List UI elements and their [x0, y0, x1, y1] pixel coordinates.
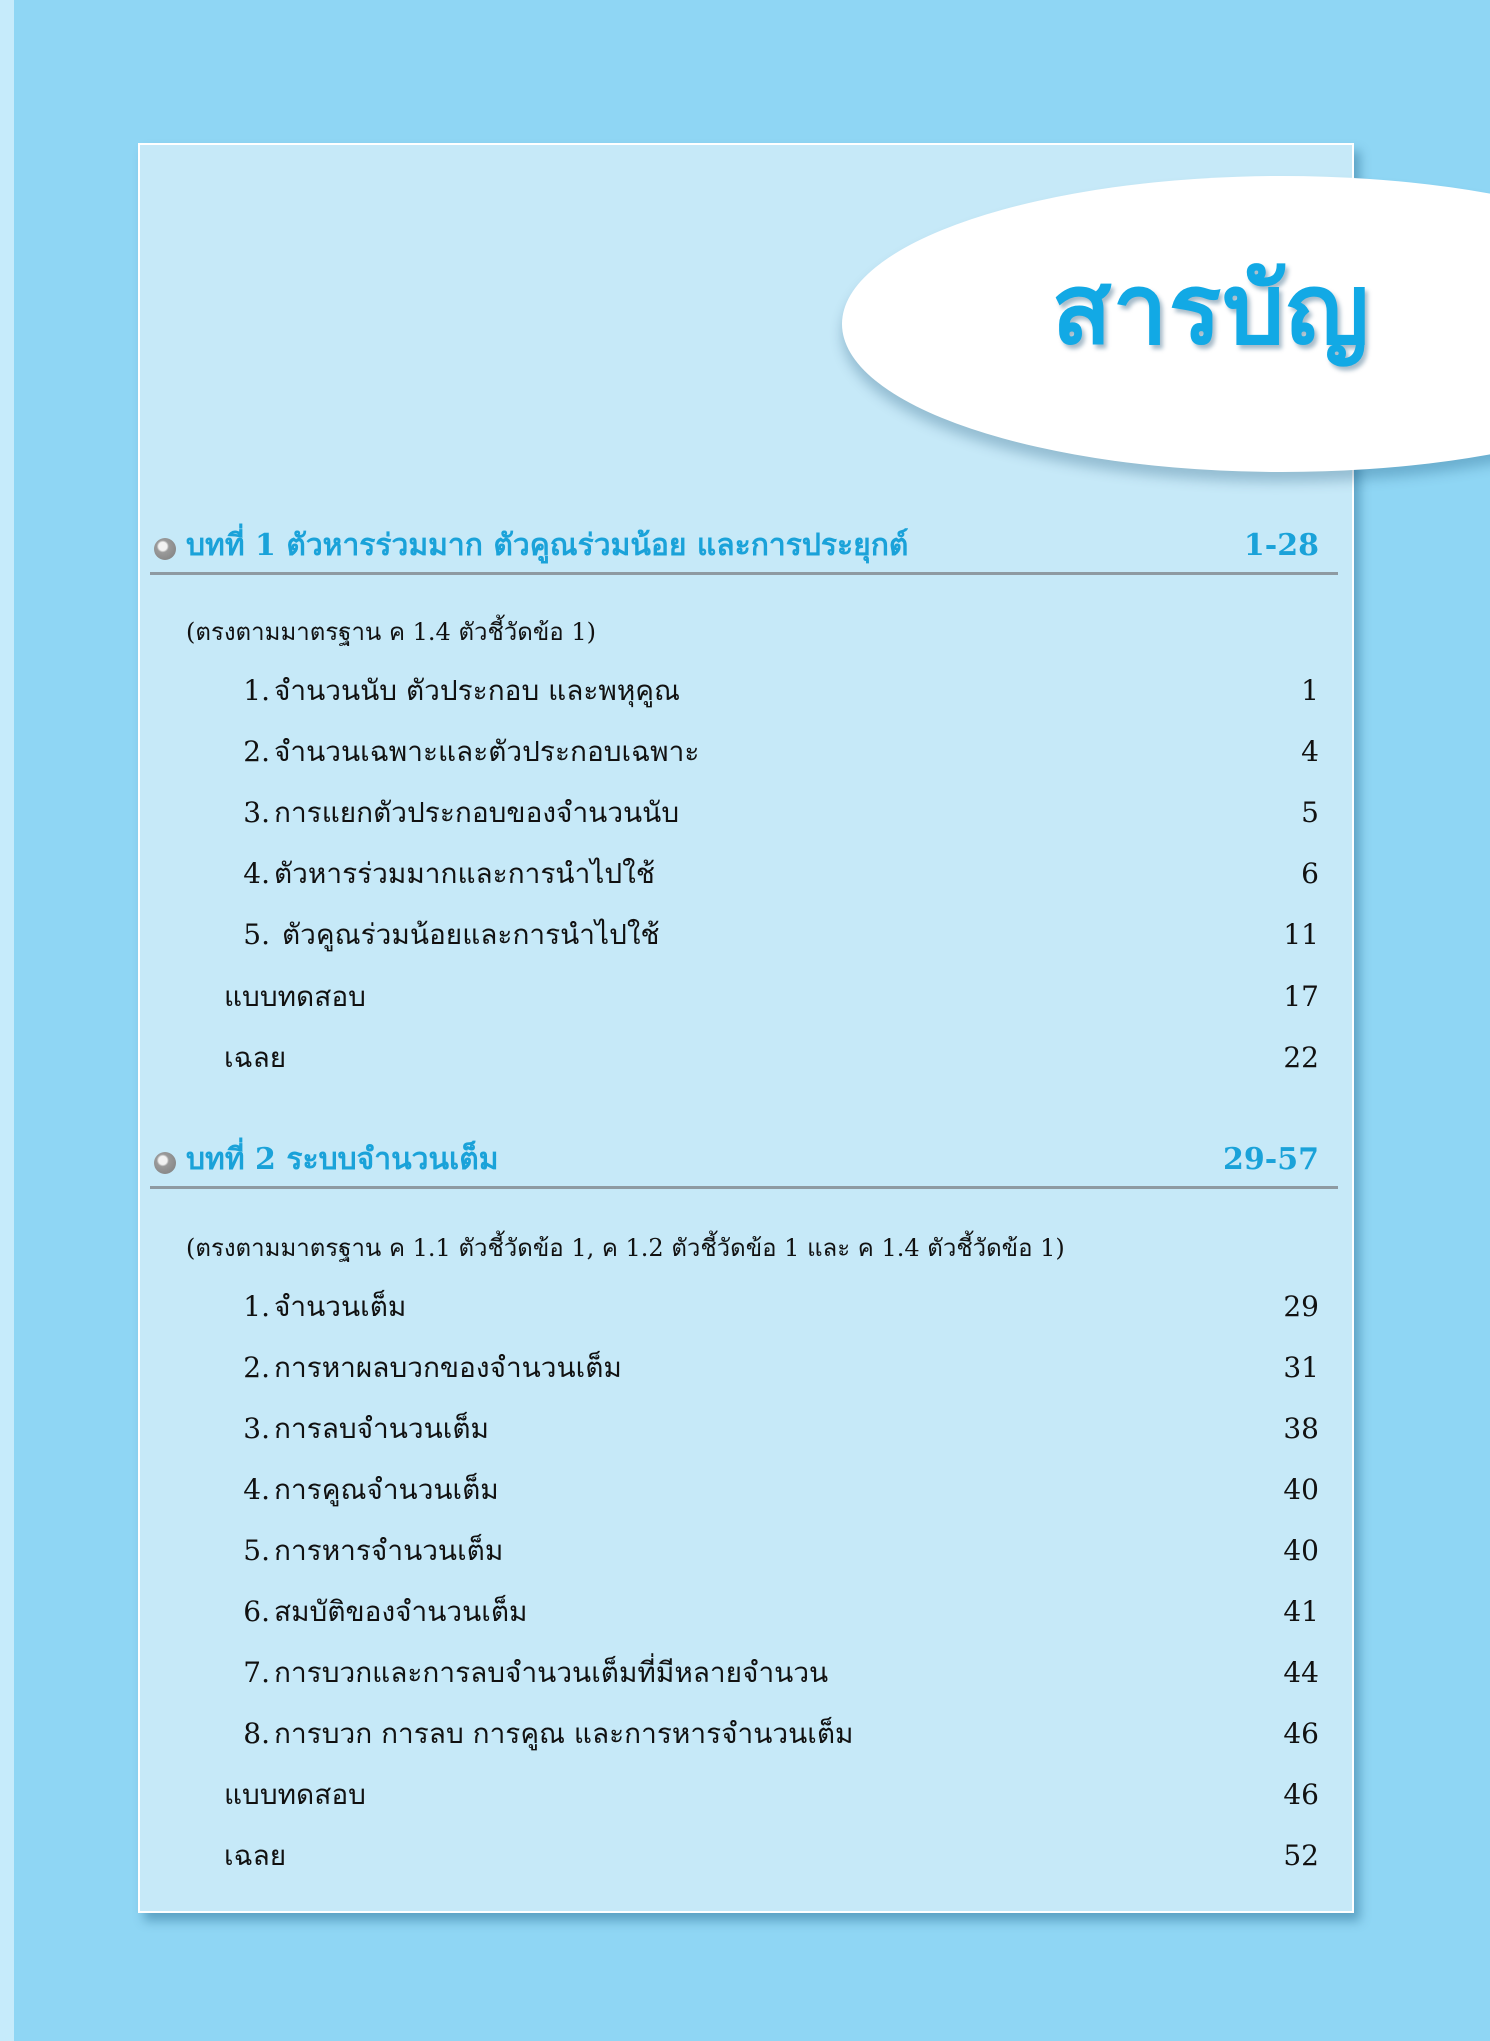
toc-item-label: จำนวนเต็ม — [274, 1290, 407, 1323]
toc-item-page: 41 — [1283, 1595, 1319, 1628]
toc-item-page: 46 — [1283, 1717, 1319, 1750]
toc-item-number: 3. — [243, 1412, 270, 1445]
toc-item-page: 46 — [1283, 1778, 1319, 1811]
toc-item-label: การบวก การลบ การคูณ และการหารจำนวนเต็ม — [274, 1717, 854, 1750]
toc-item-answers[interactable] — [150, 1036, 1319, 1080]
toc-item-number: 5. — [243, 918, 270, 951]
toc-item[interactable] — [150, 1407, 1319, 1451]
chapter-1-title: บทที่ 1 ตัวหารร่วมมาก ตัวคูณร่วมน้อย และการประยุกต์ — [186, 528, 909, 563]
toc-item-label: การหารจำนวนเต็ม — [274, 1534, 504, 1567]
toc-item-page: 11 — [1283, 918, 1319, 951]
toc-item-number: 4. — [243, 857, 270, 890]
chapter-2-standard: (ตรงตามมาตรฐาน ค 1.1 ตัวชี้วัดข้อ 1, ค 1.2 ตัวชี้วัดข้อ 1 และ ค 1.4 ตัวชี้วัดข้อ 1) — [186, 1234, 1065, 1262]
toc-item-label: เฉลย — [224, 1041, 287, 1074]
toc-item-page: 1 — [1301, 674, 1319, 707]
chapter-1-heading[interactable] — [150, 518, 1338, 575]
toc-item[interactable] — [150, 1712, 1319, 1756]
toc-item-number: 5. — [243, 1534, 270, 1567]
toc-item[interactable] — [150, 1285, 1319, 1329]
toc-item-number: 6. — [243, 1595, 270, 1628]
toc-item-page: 52 — [1283, 1839, 1319, 1872]
toc-item-label: การบวกและการลบจำนวนเต็มที่มีหลายจำนวน — [274, 1656, 829, 1689]
toc-item[interactable] — [150, 913, 1319, 957]
left-edge-strip — [0, 0, 14, 2041]
toc-item-number: 8. — [243, 1717, 270, 1750]
toc-item[interactable] — [150, 730, 1319, 774]
toc-item-number: 3. — [243, 796, 270, 829]
toc-item-page: 4 — [1301, 735, 1319, 768]
toc-item-test[interactable] — [150, 1773, 1319, 1817]
toc-item-label: แบบทดสอบ — [224, 980, 366, 1013]
toc-item-number: 4. — [243, 1473, 270, 1506]
page-title: สารบัญ — [1051, 253, 1370, 367]
toc-item-test[interactable] — [150, 975, 1319, 1019]
toc-item-label: การคูณจำนวนเต็ม — [274, 1473, 499, 1506]
chapter-2-page-range: 29-57 — [1223, 1142, 1319, 1177]
toc-item[interactable] — [150, 852, 1319, 896]
chapter-2-heading[interactable] — [150, 1132, 1338, 1189]
toc-item[interactable] — [150, 1346, 1319, 1390]
chapter-1-standard: (ตรงตามมาตรฐาน ค 1.4 ตัวชี้วัดข้อ 1) — [186, 618, 596, 646]
bullet-icon — [154, 1152, 176, 1174]
toc-item-number: 2. — [243, 1351, 270, 1384]
toc-item-page: 29 — [1283, 1290, 1319, 1323]
toc-item-label: จำนวนนับ ตัวประกอบ และพหุคูณ — [274, 674, 681, 707]
toc-item-page: 31 — [1283, 1351, 1319, 1384]
toc-item-page: 38 — [1283, 1412, 1319, 1445]
toc-item-label: สมบัติของจำนวนเต็ม — [274, 1595, 528, 1628]
toc-item-label: แบบทดสอบ — [224, 1778, 366, 1811]
toc-item-page: 6 — [1301, 857, 1319, 890]
toc-item[interactable] — [150, 791, 1319, 835]
toc-item-number: 1. — [243, 1290, 270, 1323]
toc-item-label: การแยกตัวประกอบของจำนวนนับ — [274, 796, 680, 829]
toc-item-label: ตัวหารร่วมมากและการนำไปใช้ — [274, 857, 655, 890]
toc-item[interactable] — [150, 1529, 1319, 1573]
toc-item-number: 7. — [243, 1656, 270, 1689]
toc-item[interactable] — [150, 1468, 1319, 1512]
toc-item-label: การหาผลบวกของจำนวนเต็ม — [274, 1351, 622, 1384]
toc-item-number: 1. — [243, 674, 270, 707]
toc-item-label: จำนวนเฉพาะและตัวประกอบเฉพาะ — [274, 735, 700, 768]
toc-item[interactable] — [150, 1590, 1319, 1634]
toc-item-page: 17 — [1283, 980, 1319, 1013]
bullet-icon — [154, 538, 176, 560]
toc-item-label: ตัวคูณร่วมน้อยและการนำไปใช้ — [282, 918, 660, 951]
toc-item-page: 5 — [1301, 796, 1319, 829]
toc-item-label: เฉลย — [224, 1839, 287, 1872]
toc-item-page: 22 — [1283, 1041, 1319, 1074]
chapter-1-page-range: 1-28 — [1243, 528, 1319, 563]
toc-item-page: 40 — [1283, 1473, 1319, 1506]
toc-item-label: การลบจำนวนเต็ม — [274, 1412, 489, 1445]
toc-item[interactable] — [150, 669, 1319, 713]
toc-item-answers[interactable] — [150, 1834, 1319, 1878]
chapter-2-title: บทที่ 2 ระบบจำนวนเต็ม — [186, 1142, 499, 1177]
toc-item-page: 40 — [1283, 1534, 1319, 1567]
toc-item-page: 44 — [1283, 1656, 1319, 1689]
toc-item[interactable] — [150, 1651, 1319, 1695]
toc-item-number: 2. — [243, 735, 270, 768]
